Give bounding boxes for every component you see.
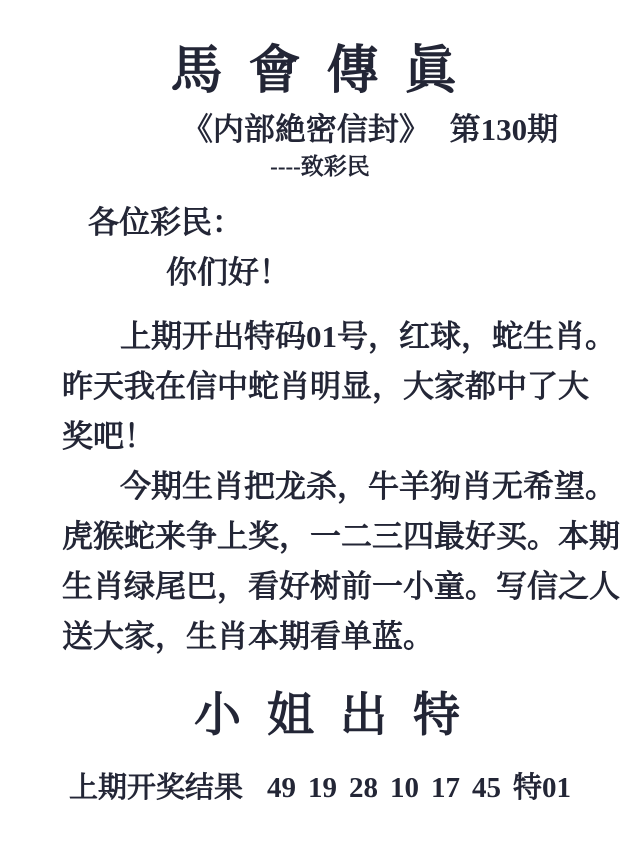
envelope-label: 《内部絶密信封》 xyxy=(181,112,430,147)
result-number: 19 xyxy=(308,772,337,804)
letter-line: 上期开出特码01号，红球，蛇生肖。 xyxy=(120,319,616,354)
result-number: 49 xyxy=(267,772,296,804)
letter-line: 送大家，生肖本期看单蓝。 xyxy=(62,619,434,654)
salutation: 各位彩民： xyxy=(88,205,243,240)
greeting: 你们好！ xyxy=(166,255,290,290)
letter-line: 生肖绿尾巴，看好树前一小童。写信之人 xyxy=(62,569,620,604)
slogan-highlight: 小姐出特 xyxy=(194,690,486,742)
result-number: 10 xyxy=(390,772,419,804)
results-label: 上期开奖结果 xyxy=(68,772,243,804)
letter-line: 虎猴蛇来争上奖，一二三四最好买。本期 xyxy=(62,519,620,554)
issue-line xyxy=(100,110,640,150)
page-title: 馬會傳眞 xyxy=(170,43,483,100)
special-number: 特01 xyxy=(513,772,572,804)
letter-line: 今期生肖把龙杀，牛羊狗肖无希望。 xyxy=(120,469,616,504)
results-line xyxy=(0,768,640,808)
result-number: 45 xyxy=(472,772,501,804)
dedication-line: ----致彩民 xyxy=(270,154,370,179)
letter-body xyxy=(0,198,640,662)
letter-line: 昨天我在信中蛇肖明显，大家都中了大 xyxy=(62,369,589,404)
result-number: 28 xyxy=(349,772,378,804)
issue-number: 第130期 xyxy=(449,112,559,147)
result-number: 17 xyxy=(431,772,460,804)
letter-line: 奖吧！ xyxy=(62,419,155,454)
